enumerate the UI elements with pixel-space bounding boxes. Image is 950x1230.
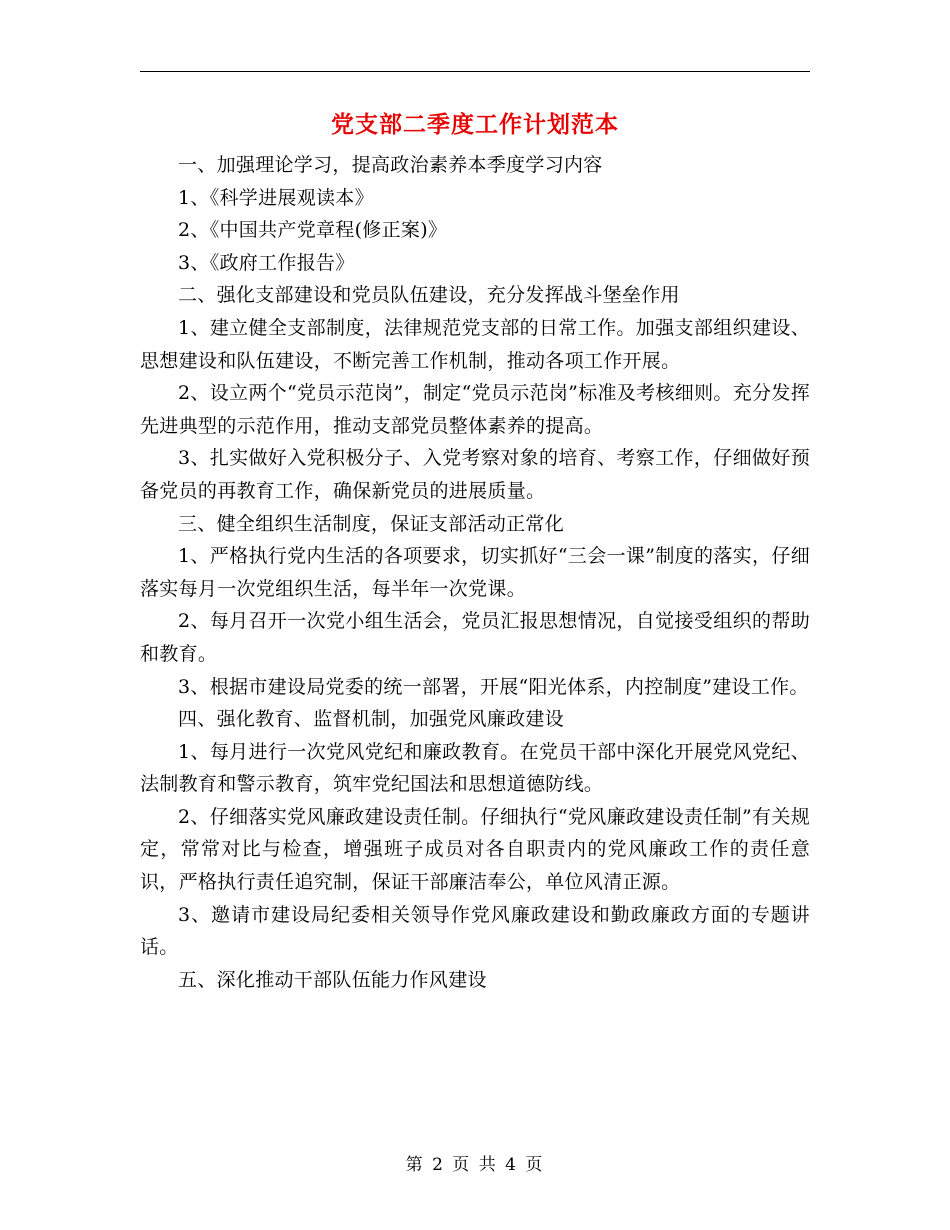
section-heading-3: 三、健全组织生活制度，保证支部活动正常化: [178, 512, 565, 535]
body-paragraph: 2、设立两个“党员示范岗”，制定“党员示范岗”标准及考核细则。充分发挥先进典型的示范作用，推动支部党员整体素养的提高。: [140, 382, 810, 437]
list-item: 1、《科学进展观读本》: [178, 186, 374, 209]
section-heading-2: 二、强化支部建设和党员队伍建设，充分发挥战斗堡垒作用: [178, 284, 680, 307]
body-paragraph: 3、根据市建设局党委的统一部署，开展“阳光体系，内控制度”建设工作。: [178, 675, 809, 698]
body-paragraph: 3、邀请市建设局纪委相关领导作党风廉政建设和勤政廉政方面的专题讲话。: [140, 903, 810, 959]
body-paragraph: 1、建立健全支部制度，法律规范党支部的日常工作。加强支部组织建设、思想建设和队伍建设，不断完善工作机制，推动各项工作开展。: [140, 316, 810, 372]
list-item: 3、《政府工作报告》: [178, 251, 355, 274]
body-paragraph: 3、扎实做好入党积极分子、入党考察对象的培育、考察工作，仔细做好预备党员的再教育工作，确保新党员的进展质量。: [140, 447, 810, 502]
body-paragraph: 1、严格执行党内生活的各项要求，切实抓好“三会一课”制度的落实，仔细落实每月一次党组织生活，每半年一次党课。: [140, 545, 810, 600]
section-heading-4: 四、强化教育、监督机制，加强党风廉政建设: [178, 708, 565, 731]
header-rule: [140, 71, 810, 72]
list-item: 2、《中国共产党章程(修正案)》: [178, 219, 448, 242]
section-heading-1: 一、加强理论学习，提高政治素养本季度学习内容: [178, 154, 603, 176]
body-paragraph: 2、每月召开一次党小组生活会，党员汇报思想情况，自觉接受组织的帮助和教育。: [140, 610, 810, 665]
section-heading-5: 五、深化推动干部队伍能力作风建设: [178, 968, 487, 991]
document-title: 党支部二季度工作计划范本: [331, 111, 619, 138]
document-body: [140, 149, 810, 996]
page-number-footer: 第 2 页 共 4 页: [405, 1155, 545, 1175]
body-paragraph: 2、仔细落实党风廉政建设责任制。仔细执行“党风廉政建设责任制”有关规定，常常对比与检查，增强班子成员对各自职责内的党风廉政工作的责任意识，严格执行责任追究制，保证干部廉洁奉公，单位风清正源。: [140, 805, 810, 894]
body-paragraph: 1、每月进行一次党风党纪和廉政教育。在党员干部中深化开展党风党纪、法制教育和警示教育，筑牢党纪国法和思想道德防线。: [140, 740, 810, 796]
